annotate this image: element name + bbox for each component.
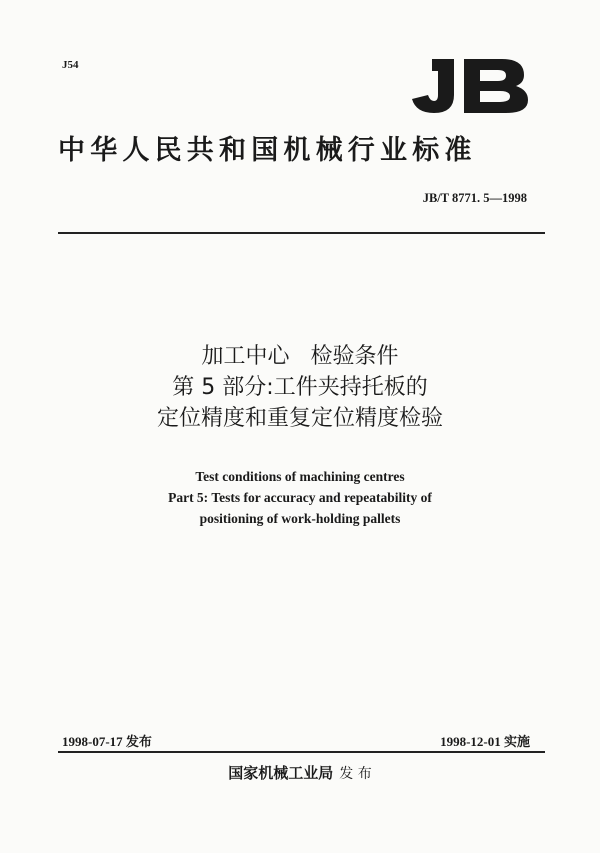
chinese-title [0, 341, 600, 434]
english-title-line-1: Test conditions of machining centres [195, 469, 405, 484]
publish-label: 发 布 [339, 766, 372, 782]
implementation-date: 1998-12-01 实施 [440, 734, 530, 749]
jb-logo-mark [410, 55, 540, 117]
classification-code: J54 [62, 59, 79, 71]
chinese-title-line-3: 定位精度和重复定位精度检验 [156, 406, 443, 431]
chinese-title-line-1: 加工中心 检验条件 [201, 344, 399, 369]
chinese-title-line-2: 第 5 部分:工件夹持托板的 [172, 375, 428, 400]
top-divider [58, 232, 545, 234]
standard-number: JB/T 8771. 5—1998 [422, 191, 527, 205]
bottom-divider [58, 751, 545, 753]
publisher-name: 国家机械工业局 [228, 764, 334, 782]
english-title [0, 466, 600, 529]
organization-title: 中华人民共和国机械行业标准 [58, 135, 477, 166]
publisher-line [0, 762, 600, 783]
english-title-line-2: Part 5: Tests for accuracy and repeatability of [168, 490, 432, 505]
issue-date: 1998-07-17 发布 [62, 734, 152, 749]
jb-logo [410, 55, 540, 117]
english-title-line-3: positioning of work-holding pallets [199, 511, 401, 526]
